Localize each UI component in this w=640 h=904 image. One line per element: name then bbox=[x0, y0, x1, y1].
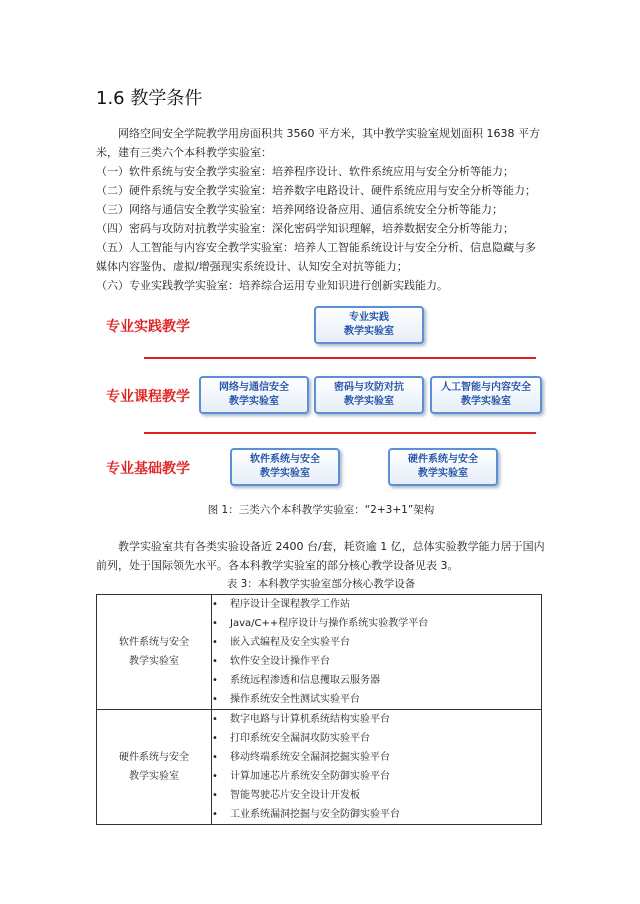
box-line-1: 网络与通信安全 bbox=[219, 382, 289, 393]
intro-paragraph: 网络空间安全学院教学用房面积共 3560 平方米，其中教学实验室规划面积 1638 平方米，建有三类六个本科教学实验室： bbox=[96, 127, 540, 159]
equipment-item bbox=[212, 652, 541, 671]
equipment-item bbox=[212, 595, 541, 614]
bullet-icon: • bbox=[212, 752, 218, 763]
box-crypto-lab bbox=[314, 376, 424, 414]
equipment-item-text: 工业系统漏洞挖掘与安全防御实验平台 bbox=[230, 809, 400, 820]
bullet-icon: • bbox=[212, 733, 218, 744]
equipment-list-cell bbox=[212, 595, 542, 710]
box-software-lab bbox=[230, 448, 340, 486]
bullet-icon: • bbox=[212, 618, 218, 629]
box-line-2: 教学实验室 bbox=[344, 396, 394, 407]
box-practice-lab bbox=[314, 306, 424, 344]
box-line-2: 教学实验室 bbox=[461, 396, 511, 407]
bullet-icon: • bbox=[212, 790, 218, 801]
bullet-icon: • bbox=[212, 694, 218, 705]
box-line-2: 教学实验室 bbox=[229, 396, 279, 407]
equipment-item-text: Java/C++程序设计与操作系统实验教学平台 bbox=[230, 618, 429, 629]
box-line-1: 密码与攻防对抗 bbox=[334, 382, 404, 393]
equipment-table bbox=[96, 594, 542, 825]
table-row bbox=[97, 710, 542, 825]
bullet-icon: • bbox=[212, 675, 218, 686]
bullet-icon: • bbox=[212, 656, 218, 667]
lab-list-item: （一）软件系统与安全教学实验室：培养程序设计、软件系统应用与安全分析等能力； bbox=[96, 165, 514, 178]
equipment-item bbox=[212, 729, 541, 748]
box-network-lab bbox=[199, 376, 309, 414]
box-line-2: 教学实验室 bbox=[418, 468, 468, 479]
equipment-item bbox=[212, 690, 541, 709]
equipment-item-text: 软件安全设计操作平台 bbox=[230, 656, 330, 667]
equipment-item-text: 系统远程渗透和信息攫取云服务器 bbox=[230, 675, 380, 686]
lab-list-item: （二）硬件系统与安全教学实验室：培养数字电路设计、硬件系统应用与安全分析等能力； bbox=[96, 184, 536, 197]
box-line-1: 硬件系统与安全 bbox=[408, 454, 478, 465]
row-separator bbox=[144, 432, 536, 434]
equipment-item-text: 智能驾驶芯片安全设计开发板 bbox=[230, 790, 360, 801]
table-caption: 表 3：本科教学实验室部分核心教学设备 bbox=[226, 578, 416, 590]
box-ai-lab bbox=[430, 376, 542, 414]
box-line-2: 教学实验室 bbox=[260, 468, 310, 479]
lab-name-line-2: 教学实验室 bbox=[129, 771, 179, 782]
lab-name-line-2: 教学实验室 bbox=[129, 656, 179, 667]
box-line-1: 软件系统与安全 bbox=[250, 454, 320, 465]
lab-name-line-1: 硬件系统与安全 bbox=[119, 752, 189, 763]
lab-name-cell bbox=[97, 710, 212, 825]
figure-caption: 图 1：三类六个本科教学实验室：“2+3+1”架构 bbox=[207, 504, 435, 516]
equipment-item-text: 计算加速芯片系统安全防御实验平台 bbox=[230, 771, 390, 782]
row-label-practice: 专业实践教学 bbox=[106, 319, 190, 335]
lab-name-line-1: 软件系统与安全 bbox=[119, 637, 189, 648]
equipment-item-text: 打印系统安全漏洞攻防实验平台 bbox=[230, 733, 370, 744]
lab-list-item: （五）人工智能与内容安全教学实验室：培养人工智能系统设计与安全分析、信息隐藏与多媒体内容鉴伪、虚拟/增强现实系统设计、认知安全对抗等能力； bbox=[96, 241, 536, 273]
box-line-1: 人工智能与内容安全 bbox=[441, 382, 531, 393]
equipment-item bbox=[212, 614, 541, 633]
equipment-item bbox=[212, 710, 541, 729]
equipment-item-text: 嵌入式编程及安全实验平台 bbox=[230, 637, 350, 648]
equipment-item bbox=[212, 633, 541, 652]
lab-list-item: （六）专业实践教学实验室：培养综合运用专业知识进行创新实践能力。 bbox=[96, 279, 448, 292]
lab-name-cell bbox=[97, 595, 212, 710]
equipment-item bbox=[212, 748, 541, 767]
lab-list-item: （三）网络与通信安全教学实验室：培养网络设备应用、通信系统安全分析等能力； bbox=[96, 203, 503, 216]
lab-architecture-diagram bbox=[96, 302, 546, 494]
equipment-item bbox=[212, 786, 541, 805]
bullet-icon: • bbox=[212, 771, 218, 782]
equipment-paragraph: 教学实验室共有各类实验设备近 2400 台/套，耗资逾 1 亿，总体实验教学能力居于国内前列，处于国际领先水平。各本科教学实验室的部分核心教学设备见表 3。 bbox=[96, 540, 545, 572]
section-heading: 1.6 教学条件 bbox=[96, 88, 203, 109]
equipment-item bbox=[212, 767, 541, 786]
intro-section bbox=[96, 124, 546, 295]
equipment-list-cell bbox=[212, 710, 542, 825]
box-line-1: 专业实践 bbox=[349, 312, 389, 323]
equipment-item-text: 程序设计全课程教学工作站 bbox=[230, 599, 350, 610]
equipment-item bbox=[212, 671, 541, 690]
equipment-item bbox=[212, 805, 541, 824]
bullet-icon: • bbox=[212, 714, 218, 725]
table-row bbox=[97, 595, 542, 710]
equipment-item-text: 移动终端系统安全漏洞挖掘实验平台 bbox=[230, 752, 390, 763]
box-hardware-lab bbox=[388, 448, 498, 486]
row-label-course: 专业课程教学 bbox=[106, 389, 190, 405]
lab-list-item: （四）密码与攻防对抗教学实验室：深化密码学知识理解，培养数据安全分析等能力； bbox=[96, 222, 514, 235]
bullet-icon: • bbox=[212, 809, 218, 820]
box-line-2: 教学实验室 bbox=[344, 326, 394, 337]
bullet-icon: • bbox=[212, 599, 218, 610]
bullet-icon: • bbox=[212, 637, 218, 648]
equipment-item-text: 操作系统安全性测试实验平台 bbox=[230, 694, 360, 705]
row-separator bbox=[144, 357, 536, 359]
equipment-item-text: 数字电路与计算机系统结构实验平台 bbox=[230, 714, 390, 725]
row-label-basic: 专业基础教学 bbox=[106, 461, 190, 477]
